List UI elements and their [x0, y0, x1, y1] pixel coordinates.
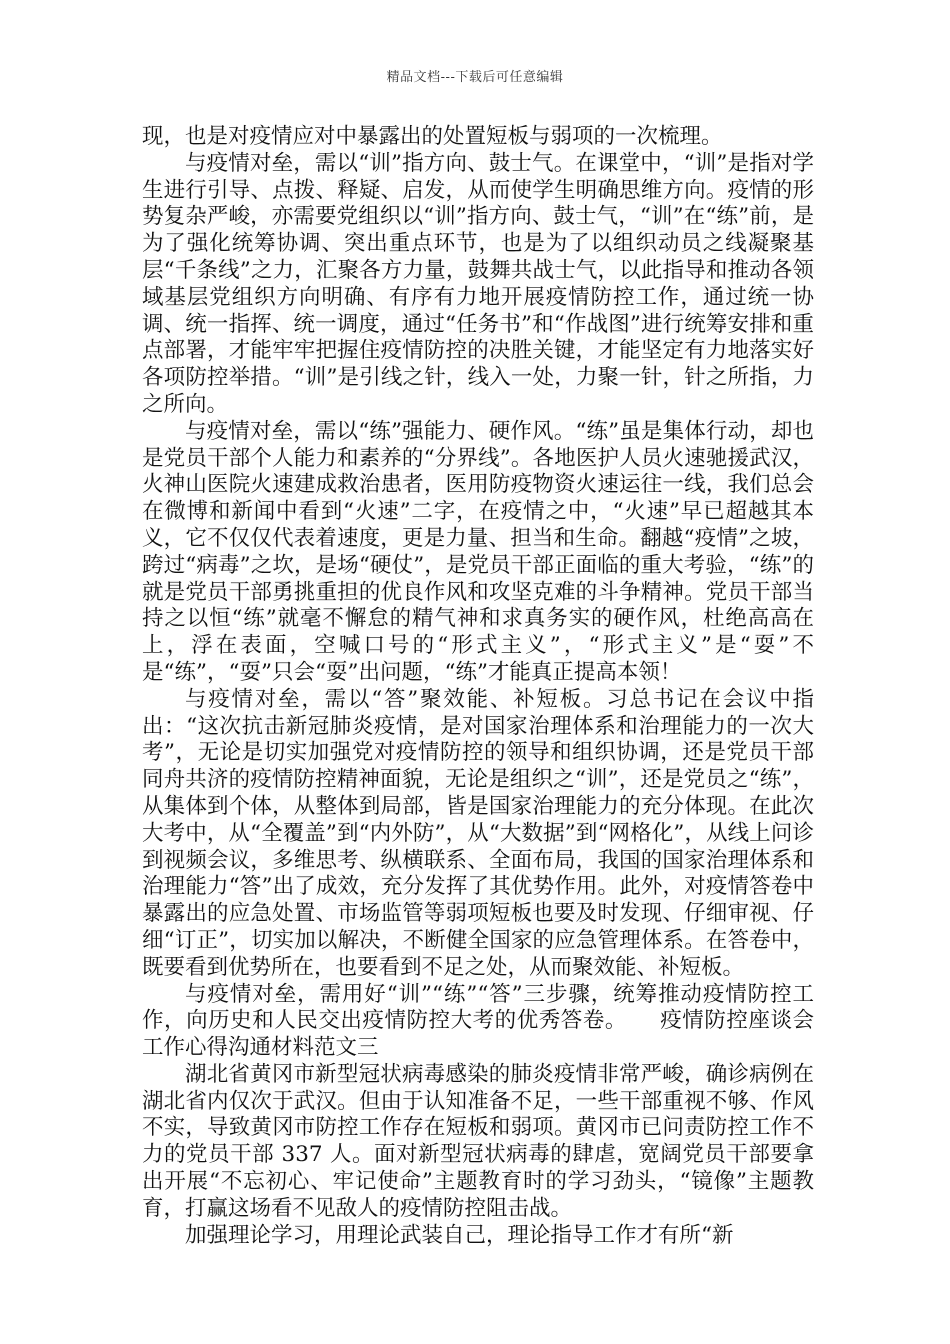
document-body — [142, 124, 814, 1249]
paragraph-xun: 与疫情对垒，需以“训”指方向、鼓士气。在课堂中，“训”是指对学生进行引导、点拨、释疑、启发，从而使学生明确思维方向。疫情的形势复杂严峻，亦需要党组织以“训”指方向、鼓士气，“训”在“练”前，是为了强化统筹协调、突出重点环节，也是为了以组织动员之线凝聚基层“千条线”之力，汇聚各方力量，鼓舞共战士气，以此指导和推动各领域基层党组织方向明确、有序有力地开展疫情防控工作，通过统一协调、统一指挥、统一调度，通过“任务书”和“作战图”进行统筹安排和重点部署，才能牢牢把握住疫情防控的决胜关键，才能坚定有力地落实好各项防控举措。“训”是引线之针，线入一处，力聚一针，针之所指，力之所向。 — [142, 150, 814, 417]
paragraph-continuation: 现，也是对疫情应对中暴露出的处置短板与弱项的一次梳理。 — [142, 124, 723, 149]
paragraph-huanggang: 湖北省黄冈市新型冠状病毒感染的肺炎疫情非常严峻，确诊病例在湖北省内仅次于武汉。但由于认知准备不足，一些干部重视不够、作风不实，导致黄冈市防控工作存在短板和弱项。黄冈市已问责防控工作不力的党员干部 337 人。面对新型冠状病毒的肆虐，宽阔党员干部要拿出开展“不忘初心、牢记使命”主题教育时的学习劲头，“镜像”主题教育，打赢这场看不见敌人的疫情防控阻击战。 — [142, 1061, 814, 1221]
paragraph-da: 与疫情对垒，需以“答”聚效能、补短板。习总书记在会议中指出：“这次抗击新冠肺炎疫情，是对国家治理体系和治理能力的一次大考”，无论是切实加强党对疫情防控的领导和组织协调，还是党员干部同舟共济的疫情防控精神面貌，无论是组织之“训”，还是党员之“练”，从集体到个体，从整体到局部，皆是国家治理能力的充分体现。在此次大考中，从“全覆盖”到“内外防”，从“大数据”到“网格化”，从线上问诊到视频会议，多维思考、纵横联系、全面布局，我国的国家治理体系和治理能力“答”出了成效，充分发挥了其优势作用。此外，对疫情答卷中暴露出的应急处置、市场监管等弱项短板也要及时发现、仔细审视、仔细“订正”，切实加以解决，不断健全国家的应急管理体系。在答卷中，既要看到优势所在，也要看到不足之处，从而聚效能、补短板。 — [142, 686, 814, 980]
page-header: 精品文档---下载后可任意编辑 — [386, 70, 564, 85]
paragraph-theory: 加强理论学习，用理论武装自己，理论指导工作才有所“新 — [185, 1222, 734, 1248]
paragraph-lian: 与疫情对垒，需以“练”强能力、硬作风。“练”虽是集体行动，却也是党员干部个人能力和素养的“分界线”。各地医护人员火速驰援武汉，火神山医院火速建成救治患者，医用防疫物资火速运往一线，我们总会在微博和新闻中看到“火速”二字，在疫情之中，“火速”早已超越其本义，它不仅仅代表着速度，更是力量、担当和生命。翻越“疫情”之坡，跨过“病毒”之坎，是场“硬仗”，是党员干部正面临的重大考验，“练”的就是党员干部勇挑重担的优良作风和攻坚克难的斗争精神。党员干部当持之以恒“练”就毫不懈怠的精气神和求真务实的硬作风，杜绝高高在上，浮在表面，空喊口号的“形式主义”，“形式主义”是“耍”不是“练”，“耍”只会“耍”出问题，“练”才能真正提高本领！ — [142, 418, 815, 685]
paragraph-summary: 与疫情对垒，需用好“训”“练”“答”三步骤，统筹推动疫情防控工作，向历史和人民交出疫情防控大考的优秀答卷。 疫情防控座谈会工作心得沟通材料范文三 — [142, 981, 814, 1061]
